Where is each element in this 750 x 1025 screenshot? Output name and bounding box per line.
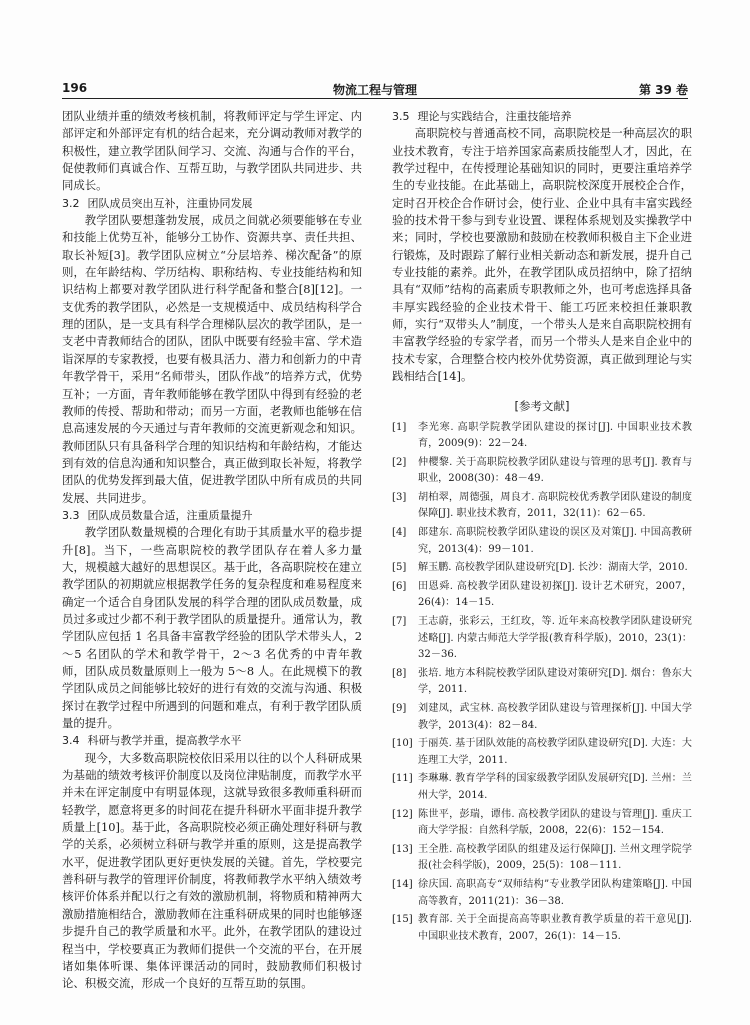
reference-text: 解玉鹏. 高校教学团队建设研究[D]. 长沙：湖南大学，2010. bbox=[418, 562, 688, 574]
reference-text: 胡柏翠，周德强，周良才. 高职院校优秀教学团队建设的制度保障[J]. 职业技术教育，2011，32(11)：62－65. bbox=[418, 491, 692, 520]
section-title: 团队成员突出互补，注重协同发展 bbox=[87, 196, 253, 210]
body-paragraph: 高职院校与普通高校不同，高职院校是一种高层次的职业技术教育，专注于培养国家高素质技能型人才，因此，在教学过程中，在传授理论基础知识的同时，更要注重培养学生的专业技能。在此基础上，高职院校深度开展校企合作，定时召开校企合作研讨会，使行业、企业中具有丰富实践经验的技术骨干参与到专业设置、课程体系规划及实操教学中来；同时，学校也要激励和鼓励在校教师积极自主下企业进行锻炼，及时跟踪了解行业相关新动态和新发展，提升自己专业技能的素养。此外，在教学团队成员招纳中，除了招纳具有“双师”结构的高素质专职教师之外，也可考虑选择具备丰厚实践经验的企业技术骨干、能工巧匠来校担任兼职教师，实行“双带头人”制度，一个带头人是来自高职院校拥有丰富教学经验的专家学者，而另一个带头人是来自企业中的技术专家，合理整合校内校外优势资源，真正做到理论与实践相结合[14]。 bbox=[392, 126, 692, 384]
reference-number: [1] bbox=[392, 421, 407, 433]
section-number: 3.3 bbox=[62, 508, 80, 522]
section-number: 3.2 bbox=[62, 196, 80, 210]
reference-item bbox=[392, 560, 692, 577]
section-title: 团队成员数量合适，注重质量提升 bbox=[87, 508, 253, 522]
reference-item bbox=[392, 614, 692, 664]
reference-number: [11] bbox=[392, 773, 413, 785]
reference-item bbox=[392, 420, 692, 453]
reference-text: 田恩舜. 高校教学团队建设初探[J]. 设计艺术研究，2007，26(4)：14－15. bbox=[418, 580, 692, 609]
reference-number: [9] bbox=[392, 703, 407, 714]
reference-item bbox=[392, 455, 692, 488]
section-heading-3-5 bbox=[392, 108, 692, 125]
reference-number: [12] bbox=[392, 808, 413, 820]
body-paragraph: 教学团队数量规模的合理化有助于其质量水平的稳步提升[8]。当下，一些高职院校的教学团队存在着人多力量大，规模越大越好的思想误区。基于此，各高职院校在建立教学团队的初期就应根据教学任务的复杂程度和难易程度来确定一个适合自身团队发展的科学合理的团队成员数量，成员过多或过少都不利于教学团队的质量提升。通常认为，教学团队应包括 1 名具备丰富教学经验的团队学术带头人，2～5 名团队的学术和教学骨干，2～3 名优秀的中青年教师，团队成员数量原则上一般为 5～8 人。在此规模下的教学团队成员之间能够比较好的进行有效的交流与沟通、积极探讨在教学过程中所遇到的问题和难点，有利于教学团队质量的提升。 bbox=[62, 525, 362, 731]
reference-text: 李光寒. 高职学院教学团队建设的探讨[J]. 中国职业技术教育，2009(9)：22－24. bbox=[418, 421, 692, 450]
reference-number: [3] bbox=[392, 491, 407, 503]
reference-number: [15] bbox=[392, 914, 413, 926]
reference-text: 王志蔚，张彩云，王红玫，等. 近年来高校教学团队建设研究述略[J]. 内蒙古师范大学学报(教育科学版)，2010，23(1)：32－36. bbox=[418, 616, 692, 661]
reference-number: [7] bbox=[392, 616, 407, 628]
reference-item bbox=[392, 912, 692, 945]
reference-number: [2] bbox=[392, 456, 407, 468]
section-heading-3-2 bbox=[62, 195, 362, 212]
section-title: 科研与教学并重，提高教学水平 bbox=[87, 734, 242, 748]
section-heading-3-3 bbox=[62, 507, 362, 524]
reference-number: [10] bbox=[392, 738, 413, 750]
body-paragraph: 团队业绩并重的绩效考核机制，将教师评定与学生评定、内部评定和外部评定有机的结合起来，充分调动教师对教学的积极性，建立教学团队间学习、交流、沟通与合作的平台，促使教师们真诚合作、互帮互助，与教学团队共同进步、共同成长。 bbox=[62, 109, 362, 193]
references-heading: [参考文献] bbox=[514, 398, 570, 413]
reference-number: [14] bbox=[392, 878, 413, 890]
left-column bbox=[62, 108, 362, 993]
reference-text: 仲樱黎. 关于高职院校教学团队建设与管理的思考[J]. 教育与职业，2008(30)：48－49. bbox=[418, 456, 692, 485]
reference-list bbox=[392, 420, 692, 946]
reference-text: 陈世平，彭瑞，谭伟. 高校教学团队的建设与管理[J]. 重庆工商大学学报：自然科学版，2008，22(6)：152－154. bbox=[418, 808, 692, 837]
reference-text: 徐庆国. 高职高专“双师结构”专业教学团队构建策略[J]. 中国高等教育，2011(21)：36－38. bbox=[418, 878, 692, 907]
section-number: 3.5 bbox=[392, 110, 410, 123]
reference-item bbox=[392, 525, 692, 558]
reference-text: 李琳琳. 教育学学科的国家级教学团队发展研究[D]. 兰州：兰州大学，2014. bbox=[418, 773, 692, 801]
reference-item bbox=[392, 771, 692, 804]
right-column bbox=[392, 108, 692, 947]
reference-item bbox=[392, 579, 692, 612]
running-header bbox=[62, 78, 688, 99]
body-paragraph: 教学团队要想蓬勃发展，成员之间就必须要能够在专业和技能上优势互补，能够分工协作、资源共享、责任共担、取长补短[3]。教学团队应树立“分层培养、梯次配备”的原则，在年龄结构、学历结构、职称结构、专业技能结构和知识结构上都要对教学团队进行科学配备和整合[8][12]。一支优秀的教学团队，必然是一支规模适中、成员结构科学合理的团队，是一支具有科学合理梯队层次的教学团队，是一支老中青教师结合的团队，团队中既要有经验丰富、学术造诣深厚的专家教授，也要有极具活力、潜力和创新力的中青年教学骨干，采用“名师带头，团队作战”的培养方式，优势互补；一方面，青年教师能够在教学团队中得到有经验的老教师的传授、帮助和带动；而另一方面，老教师也能够在信息高速发展的今天通过与青年教师的交流更新观念和知识。教师团队只有具备科学合理的知识结构和年龄结构，才能达到有效的信息沟通和知识整合，真正做到取长补短，将教学团队的优势发挥到最大值，促进教学团队中所有成员的共同发展、共同进步。 bbox=[62, 213, 362, 505]
reference-text: 刘建凤，武宝林. 高校教学团队建设与管理探析[J]. 中国大学教学，2013(4)：82－84. bbox=[418, 703, 692, 731]
reference-item bbox=[392, 877, 692, 910]
body-paragraph: 现今，大多数高职院校依旧采用以往的以个人科研成果为基础的绩效考核评价制度以及岗位津贴制度，而教学水平并未在评定制度中有明显体现，这就导致很多教师重科研而轻教学，愿意将更多的时间花在提升科研水平面非提升教学质量上[10]。基于此，各高职院校必须正确处理好科研与教学的关系，必须树立科研与教学并重的原则，这是提高教学水平，促进教学团队更好更快发展的关键。首先，学校要完善科研与教学的管理评价制度，将教师教学水平纳入绩效考核评价体系并配以行之有效的激励机制，将物质和精神两大激励措施相结合，激励教师在注重科研成果的同时也能够逐步提升自己的教学质量和水平。此外，在教学团队的建设过程当中，学校要真正为教师们提供一个交流的平台，在开展诸如集体听课、集体评课活动的同时，鼓励教师们积极讨论、积极交流，形成一个良好的互帮互助的氛围。 bbox=[62, 750, 362, 991]
reference-item bbox=[392, 701, 692, 734]
reference-item bbox=[392, 490, 692, 523]
reference-text: 于丽英. 基于团队效能的高校教学团队建设研究[D]. 大连：大连理工大学，2011. bbox=[418, 738, 692, 766]
reference-item bbox=[392, 666, 692, 699]
reference-text: 张培. 地方本科院校教学团队建设对策研究[D]. 烟台：鲁东大学，2011. bbox=[418, 667, 692, 696]
volume-label: 第 39 卷 bbox=[638, 83, 688, 97]
journal-title: 物流工程与管理 bbox=[332, 83, 417, 97]
section-title: 理论与实践结合，注重技能培养 bbox=[417, 110, 572, 123]
reference-item bbox=[392, 736, 692, 769]
reference-text: 郎建东. 高职院校教学团队建设的误区及对策[J]. 中国高教研究，2013(4)：99－101. bbox=[418, 527, 692, 555]
section-number: 3.4 bbox=[62, 734, 80, 748]
section-heading-3-4 bbox=[62, 732, 362, 749]
page-number: 196 bbox=[62, 81, 88, 95]
reference-item bbox=[392, 842, 692, 875]
reference-number: [5] bbox=[392, 562, 407, 574]
reference-text: 王全胜. 高校教学团队的组建及运行保障[J]. 兰州文理学院学报(社会科学版)，2009，25(5)：108－111. bbox=[418, 843, 692, 872]
reference-number: [6] bbox=[392, 580, 407, 592]
reference-text: 教育部. 关于全面提高高等职业教育教学质量的若干意见[J]. 中国职业技术教育，2007，26(1)：14－15. bbox=[418, 914, 692, 942]
reference-number: [8] bbox=[392, 667, 407, 679]
reference-number: [4] bbox=[392, 527, 407, 539]
reference-item bbox=[392, 807, 692, 840]
reference-number: [13] bbox=[392, 843, 413, 855]
